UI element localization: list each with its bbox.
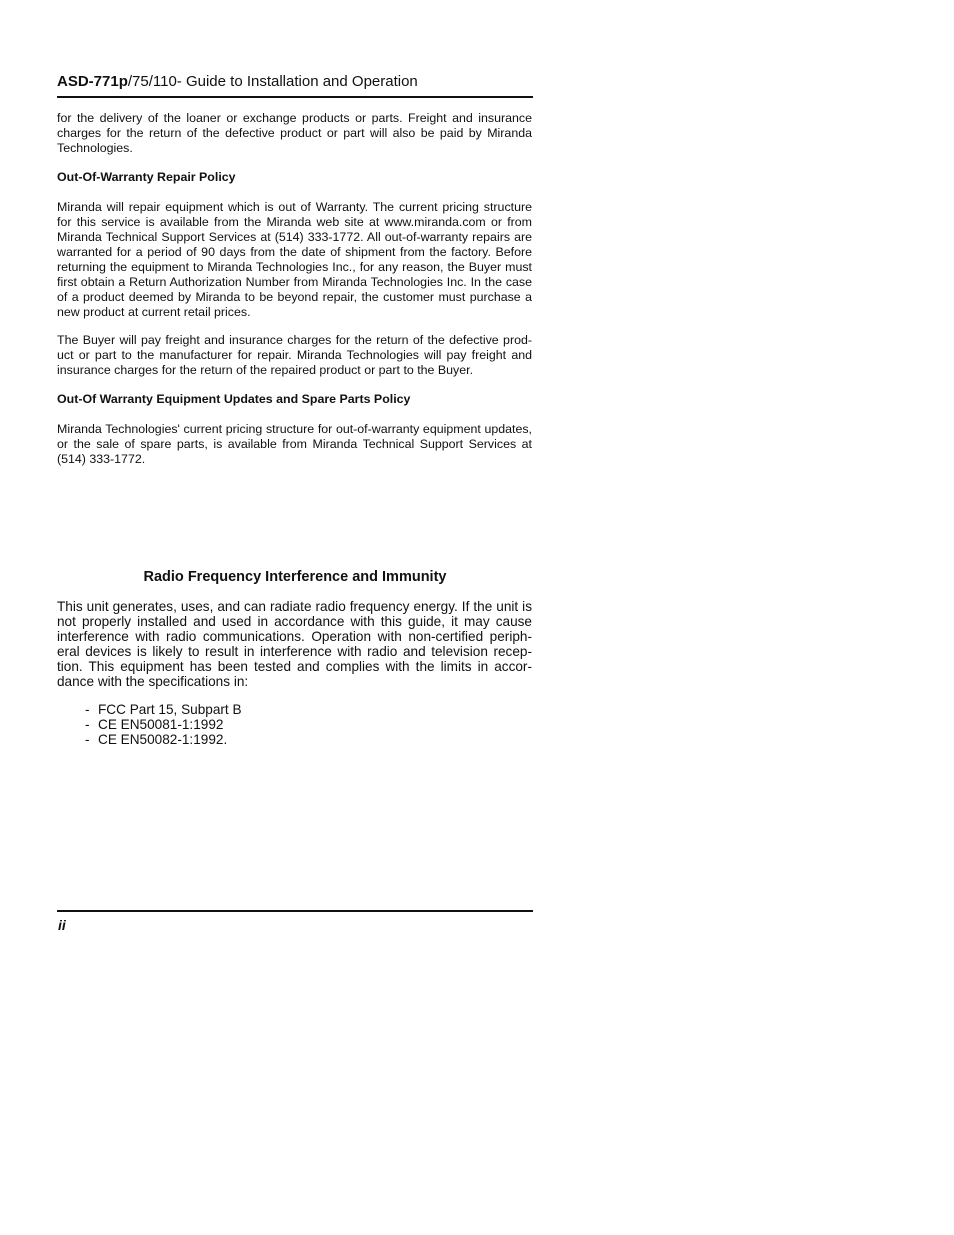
spare-parts-heading-block — [57, 392, 532, 407]
list-marker: - — [85, 732, 90, 747]
list-item — [85, 702, 242, 717]
rf-paragraph: This unit generates, uses, and can radiate radio frequency energy. If the unit is not properly installed and used in accordance with this guide, it may cause interference with radio communications. Operation with non-certified periph-eral devices is likely to result in interference with radio and television recep-tion. This equipment has been tested and complies with the limits in accor-dance with the specifications in: — [57, 599, 532, 689]
header-title: /75/110- Guide to Installation and Operation — [127, 73, 418, 90]
spare-parts-heading: Out-Of Warranty Equipment Updates and Spare Parts Policy — [57, 392, 411, 406]
list-item — [85, 732, 242, 747]
list-item — [85, 717, 242, 732]
header-model: ASD-771p — [57, 73, 128, 90]
header-divider — [57, 96, 533, 98]
rf-block — [57, 599, 532, 689]
footer-divider — [57, 910, 533, 912]
running-header — [57, 73, 533, 91]
repair-policy-block — [57, 200, 532, 320]
spare-parts-block — [57, 422, 532, 467]
list-marker: - — [85, 717, 90, 732]
freight-block — [57, 333, 532, 378]
list-marker: - — [85, 702, 90, 717]
intro-block — [57, 111, 532, 156]
spec-item-fcc: FCC Part 15, Subpart B — [98, 702, 242, 717]
repair-policy-paragraph-1: Miranda will repair equipment which is out of Warranty. The current pricing structure for this service is available from the Miranda web site at www.miranda.com or from Miranda Technical Support Services at (514) 333-1772. All out-of-warranty repairs are warranted for a period of 90 days from the date of shipment from the factory. Before returning the equipment to Miranda Technologies Inc., for any reason, the Buyer must first obtain a Return Authorization Number from Miranda Technologies Inc. In the case of a product deemed by Miranda to be beyond repair, the customer must purchase a new product at current retail prices. — [57, 200, 532, 319]
intro-paragraph: for the delivery of the loaner or exchange products or parts. Freight and insurance charges for the return of the defective product or part will also be paid by Miranda Technologies. — [57, 111, 532, 155]
page-number: ii — [58, 917, 66, 933]
spec-item-en50081: CE EN50081-1:1992 — [98, 717, 224, 732]
spec-item-en50082: CE EN50082-1:1992. — [98, 732, 228, 747]
repair-policy-heading: Out-Of-Warranty Repair Policy — [57, 170, 236, 184]
rf-section-heading: Radio Frequency Interference and Immunity — [143, 569, 447, 585]
spec-list — [85, 702, 242, 747]
spare-parts-paragraph: Miranda Technologies' current pricing structure for out-of-warranty equipment updates, or the sale of spare parts, is available from Miranda Technical Support Services at (514) 333-1772. — [57, 422, 532, 466]
repair-policy-paragraph-2: The Buyer will pay freight and insurance charges for the return of the defective prod-uct or part to the manufacturer for repair. Miranda Technologies will pay freight and insurance charges for the return of the repaired product or part to the Buyer. — [57, 333, 532, 377]
repair-policy-heading-block — [57, 170, 532, 185]
